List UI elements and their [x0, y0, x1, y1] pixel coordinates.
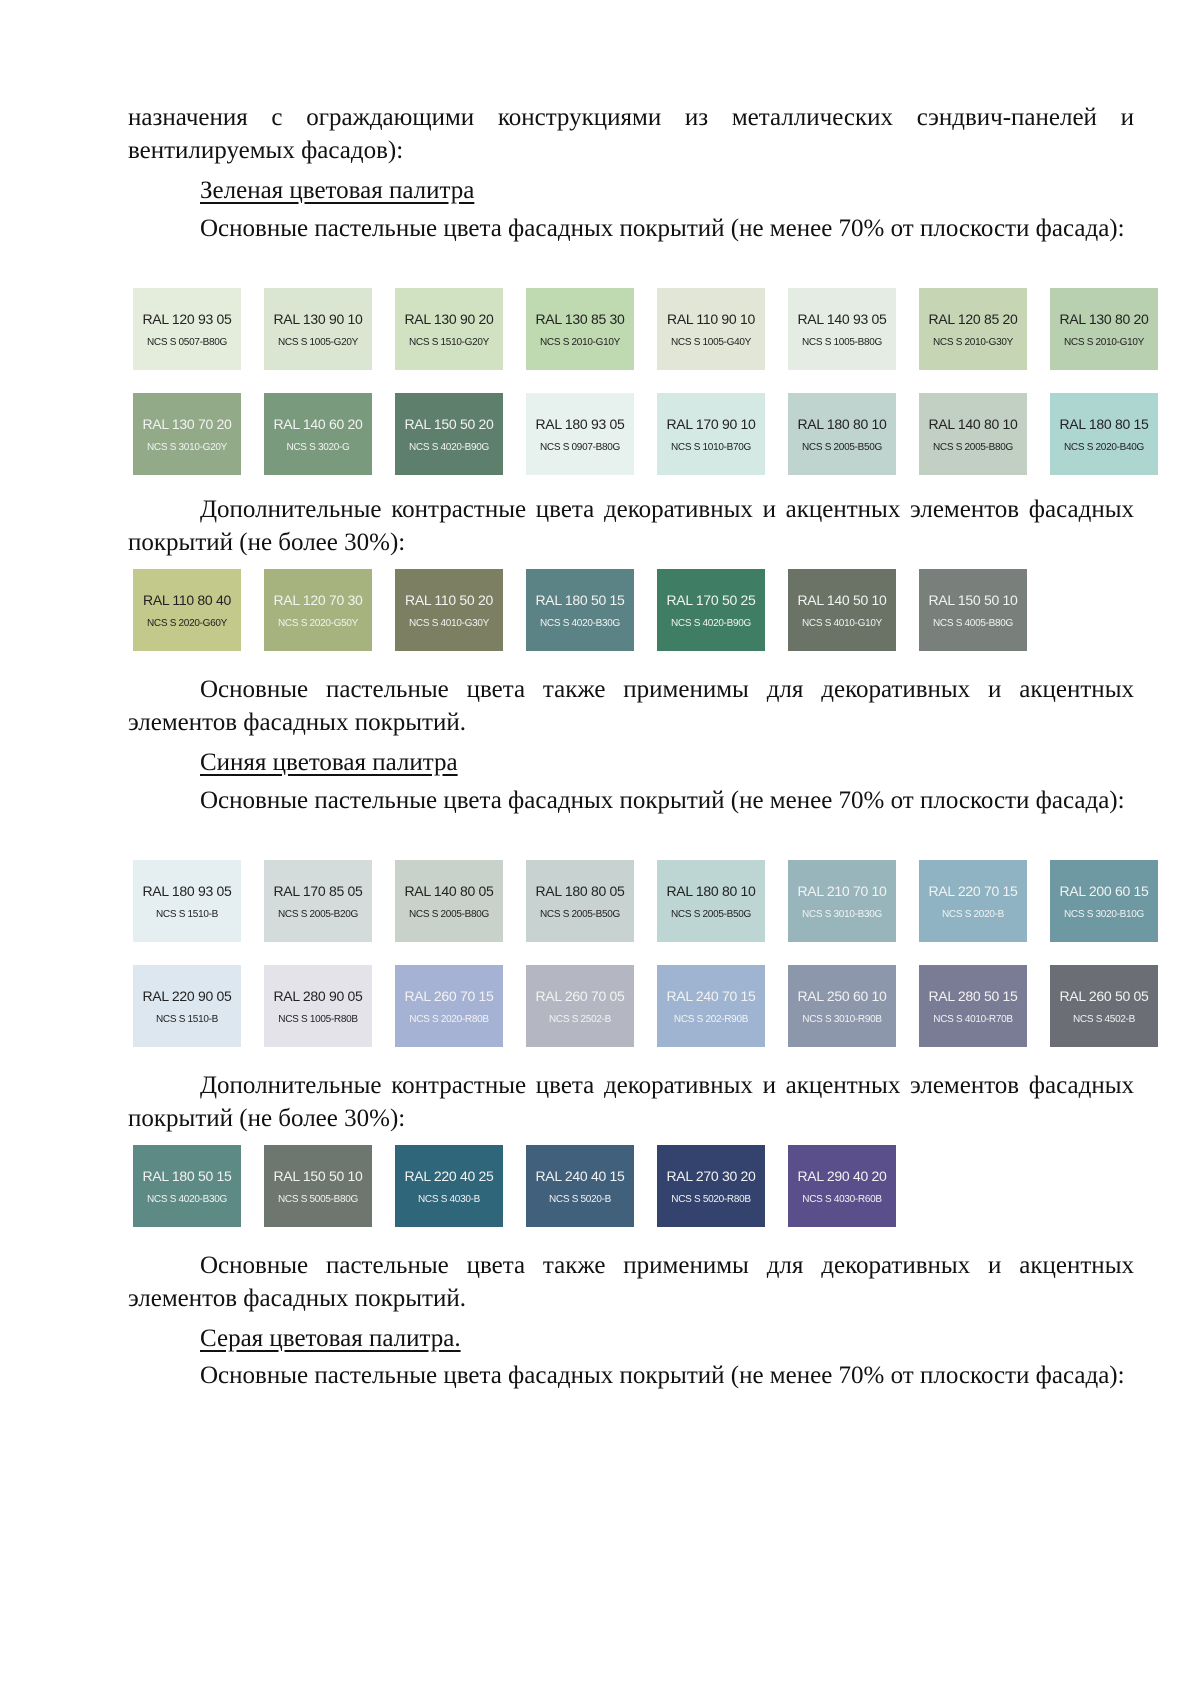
swatch-ral-code: RAL 180 93 05	[535, 415, 625, 432]
swatch-ral-code: RAL 240 70 15	[666, 987, 756, 1004]
color-swatch	[264, 1145, 372, 1227]
swatch-ral-code: RAL 170 85 05	[273, 882, 363, 899]
swatch-ral-code: RAL 180 50 15	[142, 1167, 232, 1184]
swatch-ral-code: RAL 150 50 10	[928, 591, 1018, 608]
color-swatch	[526, 393, 634, 475]
swatch-ral-code: RAL 140 93 05	[797, 310, 887, 327]
swatch-ral-code: RAL 130 80 20	[1059, 310, 1149, 327]
color-swatch	[395, 965, 503, 1047]
swatch-ral-code: RAL 220 70 15	[928, 882, 1018, 899]
intro-line-1: назначения с ограждающими конструкциями из металлических сэндвич-панелей и	[128, 104, 1134, 131]
gray-main-text	[128, 1359, 1134, 1392]
swatch-ral-code: RAL 240 40 15	[535, 1167, 625, 1184]
swatch-ncs-code: NCS S 4005-B80G	[933, 617, 1013, 629]
swatch-ncs-code: NCS S 3010-R90B	[802, 1013, 882, 1025]
blue-main-swatches-row-2	[133, 965, 1158, 1047]
color-swatch	[264, 860, 372, 942]
swatch-ncs-code: NCS S 4030-R60B	[802, 1193, 882, 1205]
swatch-ral-code: RAL 110 80 40	[143, 591, 231, 608]
swatch-ncs-code: NCS S 1005-B80G	[802, 336, 882, 348]
swatch-ral-code: RAL 130 85 30	[535, 310, 625, 327]
swatch-ral-code: RAL 140 80 10	[928, 415, 1018, 432]
swatch-ncs-code: NCS S 2010-G30Y	[933, 336, 1013, 348]
swatch-ncs-code: NCS S 4020-B30G	[540, 617, 620, 629]
swatch-ncs-code: NCS S 2020-R80B	[409, 1013, 489, 1025]
swatch-ncs-code: NCS S 5020-B	[549, 1193, 611, 1205]
swatch-ncs-code: NCS S 0907-B80G	[540, 441, 620, 453]
color-swatch	[133, 288, 241, 370]
color-swatch	[264, 965, 372, 1047]
swatch-ral-code: RAL 220 40 25	[404, 1167, 494, 1184]
swatch-ncs-code: NCS S 4010-G30Y	[409, 617, 489, 629]
color-swatch	[264, 569, 372, 651]
swatch-ncs-code: NCS S 1510-B	[156, 1013, 218, 1025]
color-swatch	[526, 569, 634, 651]
swatch-ral-code: RAL 210 70 10	[797, 882, 887, 899]
swatch-ncs-code: NCS S 1005-G40Y	[671, 336, 751, 348]
swatch-ral-code: RAL 120 70 30	[273, 591, 363, 608]
color-swatch	[133, 569, 241, 651]
swatch-ncs-code: NCS S 2020-B	[942, 908, 1004, 920]
swatch-ncs-code: NCS S 1005-G20Y	[278, 336, 358, 348]
swatch-ral-code: RAL 140 60 20	[273, 415, 363, 432]
swatch-ral-code: RAL 140 50 10	[797, 591, 887, 608]
swatch-ncs-code: NCS S 2020-G60Y	[147, 617, 227, 629]
swatch-ncs-code: NCS S 4030-B	[418, 1193, 480, 1205]
gray-main-paragraph: Основные пастельные цвета фасадных покрытий (не менее 70% от плоскости фасада):	[200, 1362, 1125, 1389]
green-extra-text	[128, 493, 1134, 559]
color-swatch	[657, 1145, 765, 1227]
color-swatch	[919, 965, 1027, 1047]
swatch-ral-code: RAL 150 50 10	[273, 1167, 363, 1184]
swatch-ral-code: RAL 200 60 15	[1059, 882, 1149, 899]
swatch-ral-code: RAL 120 93 05	[142, 310, 232, 327]
swatch-ral-code: RAL 260 70 15	[404, 987, 494, 1004]
color-swatch	[526, 965, 634, 1047]
swatch-ncs-code: NCS S 3010-B30G	[802, 908, 882, 920]
swatch-ral-code: RAL 260 70 05	[535, 987, 625, 1004]
blue-extra-paragraph: Дополнительные контрастные цвета декоративных и акцентных элементов фасадных покрытий (не более 30%):	[128, 1072, 1134, 1132]
color-swatch	[1050, 393, 1158, 475]
gray-palette-heading: Серая цветовая палитра.	[200, 1325, 461, 1352]
green-main-paragraph: Основные пастельные цвета фасадных покрытий (не менее 70% от плоскости фасада):	[200, 215, 1125, 242]
color-swatch	[657, 965, 765, 1047]
swatch-ncs-code: NCS S 2005-B80G	[409, 908, 489, 920]
color-swatch	[133, 965, 241, 1047]
color-swatch	[1050, 860, 1158, 942]
swatch-ral-code: RAL 140 80 05	[404, 882, 494, 899]
green-extra-swatches-row	[133, 569, 1027, 651]
swatch-ncs-code: NCS S 4502-B	[1073, 1013, 1135, 1025]
green-extra-paragraph: Дополнительные контрастные цвета декоративных и акцентных элементов фасадных покрытий (не более 30%):	[128, 496, 1134, 556]
swatch-ncs-code: NCS S 1005-R80B	[278, 1013, 358, 1025]
color-swatch	[657, 393, 765, 475]
blue-palette-heading: Синяя цветовая палитра	[200, 749, 458, 776]
swatch-ncs-code: NCS S 5020-R80B	[671, 1193, 751, 1205]
swatch-ral-code: RAL 130 70 20	[142, 415, 232, 432]
color-swatch	[919, 393, 1027, 475]
color-swatch	[133, 1145, 241, 1227]
color-swatch	[788, 860, 896, 942]
intro-line-2: вентилируемых фасадов):	[128, 137, 404, 164]
green-main-swatches-row-1	[133, 288, 1158, 370]
swatch-ral-code: RAL 270 30 20	[666, 1167, 756, 1184]
swatch-ral-code: RAL 110 90 10	[667, 310, 755, 327]
swatch-ncs-code: NCS S 2010-G10Y	[1064, 336, 1144, 348]
swatch-ral-code: RAL 280 50 15	[928, 987, 1018, 1004]
color-swatch	[788, 569, 896, 651]
green-palette-heading: Зеленая цветовая палитра	[200, 177, 475, 204]
blue-note-text	[128, 1249, 1134, 1315]
color-swatch	[264, 393, 372, 475]
swatch-ncs-code: NCS S 202-R90B	[673, 1013, 749, 1025]
color-swatch	[526, 860, 634, 942]
blue-main-text	[128, 784, 1134, 817]
color-swatch	[788, 1145, 896, 1227]
green-main-text	[128, 212, 1134, 245]
color-swatch	[657, 288, 765, 370]
color-swatch	[919, 569, 1027, 651]
swatch-ncs-code: NCS S 4020-B90G	[671, 617, 751, 629]
swatch-ral-code: RAL 250 60 10	[797, 987, 887, 1004]
swatch-ncs-code: NCS S 2005-B50G	[540, 908, 620, 920]
swatch-ral-code: RAL 260 50 05	[1059, 987, 1149, 1004]
swatch-ncs-code: NCS S 2005-B80G	[933, 441, 1013, 453]
swatch-ncs-code: NCS S 2502-B	[549, 1013, 611, 1025]
color-swatch	[919, 288, 1027, 370]
swatch-ncs-code: NCS S 4020-B30G	[147, 1193, 227, 1205]
swatch-ral-code: RAL 280 90 05	[273, 987, 363, 1004]
color-swatch	[1050, 288, 1158, 370]
swatch-ral-code: RAL 180 80 05	[535, 882, 625, 899]
color-swatch	[657, 860, 765, 942]
green-note-text	[128, 673, 1134, 739]
swatch-ncs-code: NCS S 2005-B50G	[671, 908, 751, 920]
swatch-ral-code: RAL 120 85 20	[928, 310, 1018, 327]
swatch-ral-code: RAL 130 90 20	[404, 310, 494, 327]
blue-extra-text	[128, 1069, 1134, 1135]
swatch-ncs-code: NCS S 0507-B80G	[147, 336, 227, 348]
swatch-ral-code: RAL 180 50 15	[535, 591, 625, 608]
swatch-ral-code: RAL 170 90 10	[666, 415, 756, 432]
color-swatch	[395, 1145, 503, 1227]
swatch-ncs-code: NCS S 3020-G	[286, 441, 350, 453]
color-swatch	[1050, 965, 1158, 1047]
swatch-ral-code: RAL 180 80 10	[666, 882, 756, 899]
swatch-ncs-code: NCS S 4010-G10Y	[802, 617, 882, 629]
swatch-ncs-code: NCS S 1510-B	[156, 908, 218, 920]
color-swatch	[133, 393, 241, 475]
color-swatch	[526, 288, 634, 370]
swatch-ncs-code: NCS S 1010-B70G	[671, 441, 751, 453]
color-swatch	[395, 860, 503, 942]
color-swatch	[395, 569, 503, 651]
color-swatch	[395, 288, 503, 370]
swatch-ral-code: RAL 220 90 05	[142, 987, 232, 1004]
swatch-ncs-code: NCS S 1510-G20Y	[409, 336, 489, 348]
color-swatch	[395, 393, 503, 475]
color-swatch	[657, 569, 765, 651]
green-note-paragraph: Основные пастельные цвета также применимы для декоративных и акцентных элементов фасадных покрытий.	[128, 676, 1134, 736]
swatch-ral-code: RAL 150 50 20	[404, 415, 494, 432]
swatch-ncs-code: NCS S 5005-B80G	[278, 1193, 358, 1205]
swatch-ncs-code: NCS S 3020-B10G	[1064, 908, 1144, 920]
swatch-ncs-code: NCS S 4010-R70B	[933, 1013, 1013, 1025]
green-main-swatches-row-2	[133, 393, 1158, 475]
swatch-ncs-code: NCS S 2005-B20G	[278, 908, 358, 920]
swatch-ral-code: RAL 290 40 20	[797, 1167, 887, 1184]
color-swatch	[788, 965, 896, 1047]
blue-note-paragraph: Основные пастельные цвета также применимы для декоративных и акцентных элементов фасадных покрытий.	[128, 1252, 1134, 1312]
color-swatch	[788, 288, 896, 370]
blue-extra-swatches-row	[133, 1145, 896, 1227]
swatch-ncs-code: NCS S 2020-G50Y	[278, 617, 358, 629]
blue-main-swatches-row-1	[133, 860, 1158, 942]
color-swatch	[919, 860, 1027, 942]
swatch-ncs-code: NCS S 2005-B50G	[802, 441, 882, 453]
swatch-ncs-code: NCS S 2020-B40G	[1064, 441, 1144, 453]
color-swatch	[788, 393, 896, 475]
intro-paragraph	[128, 101, 1134, 167]
color-swatch	[133, 860, 241, 942]
swatch-ral-code: RAL 180 80 10	[797, 415, 887, 432]
swatch-ncs-code: NCS S 2010-G10Y	[540, 336, 620, 348]
color-swatch	[264, 288, 372, 370]
swatch-ral-code: RAL 180 80 15	[1059, 415, 1149, 432]
swatch-ral-code: RAL 110 50 20	[405, 591, 493, 608]
swatch-ral-code: RAL 130 90 10	[273, 310, 363, 327]
swatch-ncs-code: NCS S 4020-B90G	[409, 441, 489, 453]
swatch-ral-code: RAL 180 93 05	[142, 882, 232, 899]
swatch-ral-code: RAL 170 50 25	[666, 591, 756, 608]
swatch-ncs-code: NCS S 3010-G20Y	[147, 441, 227, 453]
color-swatch	[526, 1145, 634, 1227]
blue-main-paragraph: Основные пастельные цвета фасадных покрытий (не менее 70% от плоскости фасада):	[200, 787, 1125, 814]
